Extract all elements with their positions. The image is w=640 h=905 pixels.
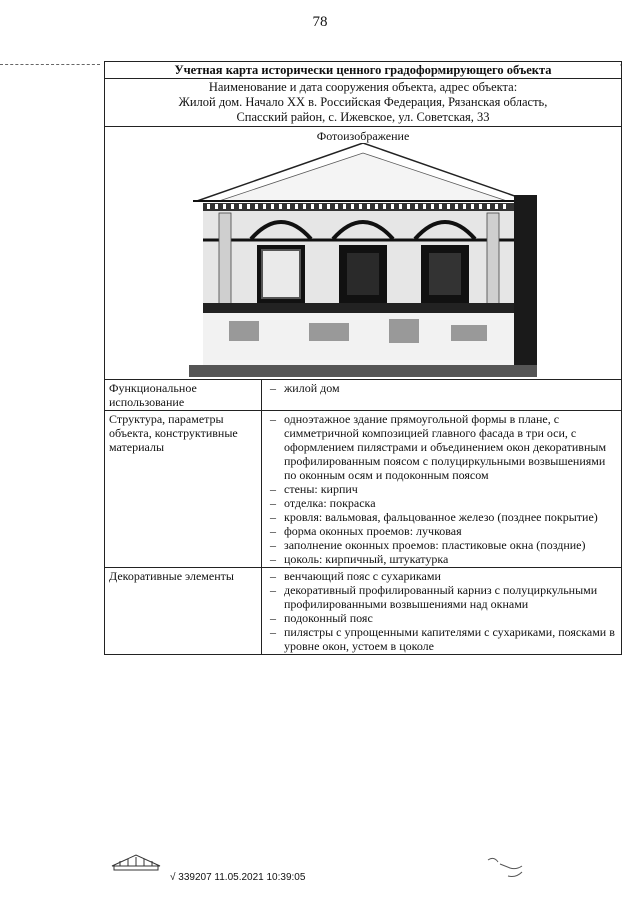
government-building-logo bbox=[108, 852, 164, 872]
name-line-2: Спасский район, с. Ижевское, ул. Советская, 33 bbox=[236, 110, 490, 124]
row-values-decor bbox=[262, 568, 622, 655]
list-item: – декоративный профилированный карниз с полуциркульными профилированными возвышениями над окнами bbox=[266, 583, 617, 611]
list-item: – кровля: вальмовая, фальцованное железо (позднее покрытие) bbox=[266, 510, 617, 524]
scan-edge-mark bbox=[0, 64, 100, 67]
list-item: – заполнение оконных проемов: пластиковые окна (поздние) bbox=[266, 538, 617, 552]
photo-label: Фотоизображение bbox=[316, 129, 410, 143]
list-item: – подоконный пояс bbox=[266, 611, 617, 625]
record-card-table bbox=[104, 61, 622, 655]
photo-cell bbox=[105, 127, 622, 380]
list-item: – венчающий пояс с сухариками bbox=[266, 569, 617, 583]
list-item: – стены: кирпич bbox=[266, 482, 617, 496]
object-name-cell bbox=[105, 79, 622, 127]
handwritten-mark bbox=[480, 850, 540, 884]
page-number: 78 bbox=[312, 14, 328, 30]
list-item: – цоколь: кирпичный, штукатурка bbox=[266, 552, 617, 566]
list-item: – форма оконных проемов: лучковая bbox=[266, 524, 617, 538]
list-item: – отделка: покраска bbox=[266, 496, 617, 510]
row-values-structure bbox=[262, 411, 622, 568]
list-item: – одноэтажное здание прямоугольной формы в плане, с симметричной композицией главного фасада в три оси, с оформлением пилястрами и объединением окон декоративным профилированным поясом с полуциркульными возвышениями по оконным осям и подоконным поясом bbox=[266, 412, 617, 482]
building-facade-image bbox=[189, 143, 537, 377]
document-stamp: √ 339207 11.05.2021 10:39:05 bbox=[170, 872, 306, 883]
row-values-function bbox=[262, 380, 622, 411]
list-item: – жилой дом bbox=[266, 381, 617, 395]
building-photo bbox=[189, 143, 537, 377]
list-item: – пилястры с упрощенными капителями с сухариками, поясками в уровне окон, устоем в цоколе bbox=[266, 625, 617, 653]
row-label-structure: Структура, параметры объекта, конструктивные материалы bbox=[105, 411, 262, 568]
name-line-1: Жилой дом. Начало XX в. Российская Федерация, Рязанская область, bbox=[178, 95, 548, 109]
name-heading: Наименование и дата сооружения объекта, адрес объекта: bbox=[208, 80, 518, 94]
card-title: Учетная карта исторически ценного градоформирующего объекта bbox=[105, 62, 622, 79]
row-label-decor: Декоративные элементы bbox=[105, 568, 262, 655]
corner-mark: · bbox=[619, 60, 622, 70]
row-label-function: Функциональное использование bbox=[105, 380, 262, 411]
